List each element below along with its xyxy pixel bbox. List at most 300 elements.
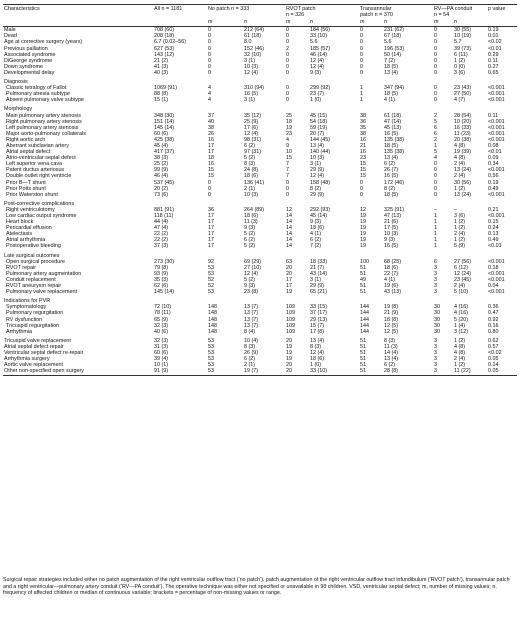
cell-nopatch-n: 10 (3): [244, 63, 259, 70]
cell-rvot-m: 0: [286, 33, 289, 40]
cell-rvot-n: 29 (9): [310, 283, 325, 290]
cell-rvot-n: 7 (2): [310, 243, 322, 250]
cell-transannular-m: 144: [360, 304, 369, 311]
cell-rvot-m: 14: [286, 231, 292, 238]
row-label: Right ventriculotomy: [6, 206, 55, 213]
cell-rvot-n: 12 (4): [310, 349, 325, 356]
row-label: Down syndrome: [4, 63, 43, 70]
cell-transannular-n: 4 (1): [384, 276, 396, 283]
cell-conduit-m: 1: [434, 142, 438, 149]
cell-conduit-m: 3: [433, 368, 453, 376]
cell-conduit-m: 0: [434, 57, 438, 64]
cell-pvalue: <0.001: [488, 97, 505, 104]
header-row-2: [3, 19, 517, 27]
cell-rvot-m: 0: [286, 85, 289, 92]
row-label: Atrial septal defect: [6, 149, 51, 156]
cell-conduit-n: 2 (4): [454, 231, 466, 238]
row-label: Male: [4, 27, 16, 34]
cell-transannular-m: 19: [360, 219, 366, 226]
subheader-m: m: [208, 19, 213, 26]
cell-rvot-m: 19: [286, 124, 292, 131]
row-label: Tricuspid valve replacement: [4, 337, 71, 344]
header-conduit-n: n = 54: [434, 12, 450, 19]
cell-rvot-n: 9 (3): [310, 69, 322, 76]
header-row-1: [3, 5, 517, 20]
cell-transannular-n: 8 (2): [384, 185, 396, 192]
cell-conduit-m: 3: [434, 343, 438, 350]
cell-conduit-n: 2 (4): [454, 283, 466, 290]
cell-nopatch-m: 26: [208, 130, 214, 137]
cell-pvalue: <0.001: [488, 91, 505, 98]
row-label: Conduit replacement: [6, 276, 56, 283]
cell-nopatch-n: 18 (6): [244, 213, 259, 219]
cell-rvot-m: 18: [286, 118, 292, 125]
cell-conduit-n: 1 (2): [454, 57, 466, 64]
cell-transannular-m: 35: [360, 124, 366, 131]
cell-rvot-n: 54 (18): [310, 118, 328, 125]
cell-transannular-n: 13 (4): [384, 356, 399, 363]
cell-transannular-n: 231 (62): [384, 27, 405, 34]
cell-rvot-n: 65 (21): [310, 289, 328, 296]
cell-conduit-m: 3: [434, 349, 438, 356]
cell-transannular-m: 15: [360, 167, 366, 174]
cell-rvot-m: 20: [286, 337, 292, 344]
header-rvot-label: RVOT patch: [286, 6, 316, 12]
cell-rvot-n: 10 (3): [310, 155, 325, 162]
cell-transannular-n: 18 (6): [384, 264, 399, 271]
cell-nopatch-m: 53: [208, 356, 214, 363]
header-conduit-label: RV—PA conduit: [434, 6, 473, 12]
cell-rvot-m: 0: [286, 51, 289, 58]
cell-transannular-m: 36: [360, 118, 366, 125]
cell-transannular-m: 0: [360, 39, 363, 46]
cell-nopatch-n: 152 (46): [244, 45, 265, 52]
cell-nopatch-m: 0: [208, 33, 211, 40]
cell-all: 6.7 (0.02–56): [154, 39, 187, 46]
cell-pvalue: 0.24: [488, 225, 499, 232]
cell-nopatch-m: 4: [208, 91, 211, 98]
cell-rvot-m: 14: [286, 213, 292, 219]
row-label: Double outlet right ventricle: [6, 173, 72, 180]
cell-transannular-m: 15: [360, 161, 366, 168]
row-label: Prior B—T shunt: [6, 179, 46, 186]
cell-pvalue: <0.001: [488, 124, 505, 131]
cell-nopatch-n: 18 (6): [244, 173, 259, 180]
table-row: [3, 335, 517, 344]
cell-nopatch-n: 98 (31): [244, 136, 262, 143]
cell-nopatch-n: 11 (3): [244, 219, 258, 226]
cell-pvalue: 0.21: [488, 206, 499, 213]
cell-rvot-m: 14: [286, 237, 292, 244]
table-container: [3, 4, 517, 376]
cell-pvalue: 0.11: [488, 57, 499, 64]
section-heading: Diagnosis: [4, 79, 28, 86]
cell-nopatch-n: 13 (7): [244, 304, 259, 311]
cell-transannular-m: 19: [360, 225, 366, 232]
cell-nopatch-m: 92: [208, 258, 214, 265]
cell-conduit-n: 3 (6): [454, 213, 466, 219]
cell-all: 20 (2): [154, 185, 169, 192]
cell-pvalue: <0.01: [488, 243, 502, 250]
cell-conduit-m: 6: [434, 258, 438, 265]
cell-rvot-n: 158 (48): [310, 179, 331, 186]
cell-all: 208 (18): [154, 33, 175, 40]
cell-conduit-n: 39 (73): [454, 45, 472, 52]
cell-conduit-m: 0: [434, 45, 438, 52]
header-transannular-n: patch n = 370: [360, 12, 393, 19]
cell-nopatch-n: 6 (2): [244, 356, 256, 363]
cell-transannular-n: 21 (9): [384, 310, 399, 317]
cell-pvalue: 0.01: [488, 33, 499, 40]
cell-rvot-n: 1 (0): [310, 362, 322, 369]
cell-rvot-m: 4: [286, 136, 289, 143]
row-label: Pulmonary artery augmentation: [6, 270, 82, 277]
cell-all: 40 (3): [154, 69, 169, 76]
cell-transannular-n: 8 (3): [384, 337, 396, 344]
cell-conduit-m: 0: [434, 27, 438, 34]
cell-conduit-m: 0: [434, 97, 438, 104]
cell-nopatch-n: 12 (4): [244, 130, 259, 137]
cell-transannular-m: 0: [360, 27, 363, 34]
row-label: Age at corrective surgery (years): [4, 39, 83, 46]
cell-rvot-n: 9 (3): [310, 219, 322, 226]
cell-rvot-m: 109: [286, 328, 295, 335]
cell-conduit-n: 19 (39): [454, 149, 472, 156]
cell-all: 45 (4): [154, 142, 169, 149]
cell-rvot-m: 25: [286, 112, 292, 119]
header-rvot-patch: [285, 5, 359, 20]
cell-nopatch-n: 9 (3): [244, 283, 256, 290]
cell-nopatch-n: 69 (29): [244, 258, 262, 265]
cell-all: 37 (3): [154, 243, 169, 250]
cell-rvot-n: 140 (44): [310, 149, 331, 156]
cell-conduit-n: 5 (20): [454, 316, 469, 323]
header-rvot-n: n = 326: [286, 12, 305, 19]
cell-pvalue: <0.001: [488, 289, 505, 296]
cell-all: 15 (1): [154, 97, 169, 104]
cell-nopatch-m: 148: [208, 328, 217, 335]
cell-rvot-n: 13 (4): [310, 337, 325, 344]
cell-pvalue: 0.18: [488, 264, 499, 271]
cell-transannular-m: 1: [360, 91, 363, 98]
cell-conduit-m: 1: [434, 243, 438, 250]
row-label: Aberrant subclavian artery: [6, 142, 69, 149]
cell-pvalue: <0.001: [488, 136, 505, 143]
section-heading: Late surgical outcomes: [4, 252, 60, 259]
cell-transannular-n: 5.6: [384, 39, 392, 46]
cell-transannular-m: 19: [360, 213, 366, 219]
cell-nopatch-n: 13 (7): [244, 316, 259, 323]
cell-nopatch-m: 0: [208, 27, 211, 34]
cell-nopatch-n: 27 (10): [244, 264, 262, 271]
cell-transannular-m: 0: [360, 51, 363, 58]
cell-nopatch-n: 25 (9): [244, 118, 259, 125]
cell-nopatch-m: 17: [208, 243, 214, 250]
cell-conduit-m: 2: [434, 112, 438, 119]
cell-rvot-m: 12: [286, 206, 292, 213]
cell-nopatch-n: 61 (18): [244, 33, 262, 40]
cell-rvot-n: 4 (1): [310, 231, 322, 238]
cell-nopatch-m: 148: [208, 310, 217, 317]
row-label: Previous palliation: [4, 45, 48, 52]
cell-pvalue: <0.001: [488, 191, 505, 198]
cell-nopatch-m: 0: [208, 39, 211, 46]
cell-transannular-n: 16 (5): [384, 130, 399, 137]
cell-rvot-m: 17: [286, 276, 292, 283]
cell-transannular-n: 6 (2): [384, 161, 396, 168]
section-heading: Indications for PVR: [4, 298, 51, 305]
cell-rvot-n: 20 (7): [310, 130, 325, 137]
cell-conduit-n: 0 (0): [454, 63, 466, 70]
cell-transannular-m: 0: [360, 185, 363, 192]
cell-transannular-m: 51: [360, 337, 366, 344]
cell-nopatch-m: 0: [208, 45, 211, 52]
cell-transannular-m: 16: [360, 136, 366, 143]
section-heading-row: [3, 198, 517, 207]
header-characteristics: Characteristics: [4, 6, 40, 12]
cell-nopatch-n: 264 (89): [244, 206, 265, 213]
cell-all: 40 (6): [154, 328, 169, 335]
cell-all: 44 (4): [154, 219, 169, 226]
cell-conduit-m: 30: [434, 304, 441, 311]
cell-nopatch-m: 52: [208, 276, 214, 283]
row-label: Left superior vena cava: [6, 161, 63, 168]
cell-rvot-m: 0: [286, 179, 289, 186]
cell-all: 39 (4): [154, 356, 169, 363]
row-label: Atrio-ventricular septal defect: [6, 155, 76, 162]
cell-transannular-n: 14 (4): [384, 349, 399, 356]
cell-nopatch-n: 23 (8): [244, 289, 259, 296]
cell-rvot-n: 21 (7): [310, 264, 325, 271]
cell-pvalue: <0.01: [488, 45, 502, 52]
cell-transannular-m: 0: [360, 63, 363, 70]
cell-conduit-m: 0: [434, 179, 438, 186]
cell-rvot-n: 3 (1): [310, 276, 322, 283]
cell-pvalue: 0.08: [488, 142, 499, 149]
cell-conduit-n: 16 (33): [454, 124, 472, 131]
cell-rvot-m: 20: [286, 270, 292, 277]
cell-pvalue: 0.27: [488, 63, 499, 70]
cell-pvalue: <0.001: [488, 130, 505, 137]
cell-transannular-m: 144: [360, 322, 369, 329]
cell-nopatch-m: 40: [208, 118, 214, 125]
cell-nopatch-m: 17: [208, 213, 214, 219]
row-label: Main pulmonary artery stenosis: [6, 112, 81, 119]
cell-pvalue: <0.001: [488, 213, 505, 219]
cell-conduit-m: 1: [434, 225, 438, 232]
cell-nopatch-m: 17: [208, 219, 214, 226]
cell-conduit-n: 27 (50): [454, 91, 472, 98]
cell-conduit-n: 5 (10): [454, 289, 469, 296]
header-conduit: [433, 5, 487, 20]
cell-nopatch-n: 8 (3): [244, 161, 256, 168]
cell-all: 425 (38): [154, 136, 175, 143]
cell-rvot-n: 45 (14): [310, 213, 328, 219]
subheader-n: n: [454, 19, 458, 26]
subheader-n: n: [310, 19, 313, 26]
cell-transannular-m: 19: [360, 231, 366, 238]
cell-conduit-n: 1 (4): [454, 322, 466, 329]
cell-nopatch-m: 17: [208, 231, 214, 238]
cell-conduit-m: 3: [434, 276, 438, 283]
cell-pvalue: 0.56: [488, 173, 499, 180]
cell-rvot-n: 185 (57): [310, 45, 331, 52]
cell-transannular-n: 22 (7): [384, 270, 399, 277]
cell-conduit-n: 23 (43): [454, 85, 472, 92]
cell-rvot-n: 1 (0): [310, 97, 322, 104]
cell-conduit-m: 0: [434, 185, 438, 192]
cell-pvalue: 0.19: [488, 27, 499, 34]
cell-nopatch-m: 0: [208, 69, 211, 76]
row-label: Prior Waterston shunt: [6, 191, 58, 198]
cell-all: 41 (3): [154, 63, 169, 70]
cell-all: 10 (1): [154, 362, 169, 369]
row-label: RVOT aneurysm repair: [6, 283, 62, 290]
cell-transannular-m: 100: [360, 258, 369, 265]
cell-all: 22 (2): [154, 237, 169, 244]
cell-pvalue: 0.13: [488, 231, 499, 238]
row-label: Patent ductus arteriosus: [6, 167, 65, 174]
cell-transannular-n: 196 (53): [384, 45, 405, 52]
cell-rvot-m: 0: [286, 39, 289, 46]
cell-rvot-m: 0: [286, 191, 289, 198]
cell-nopatch-n: 12 (4): [244, 270, 259, 277]
cell-transannular-n: 11 (3): [384, 343, 398, 350]
cell-pvalue: <0.001: [488, 167, 505, 174]
cell-transannular-m: 19: [360, 243, 366, 250]
row-label: Heart block: [6, 219, 34, 226]
cell-conduit-m: 30: [434, 328, 441, 335]
table-footnote: Surgical repair strategies included either no patch augmentation of the right ventricular outflow tract (‘no patch’), patch augmentation of the right ventricular outflow tract infundibulum (‘RVOT patch’), transannular patch and a right ventricular—pulmonary artery conduit (‘RV—PA conduit’). The operative technique was either not specified or unavailable in 98 children. VSD, ventricular septal defect; m, number of missing values; n, frequency of affected children or median of continuous variable; brackets = percentage of non-missing values or range.: [3, 577, 510, 597]
row-label: Developmental delay: [4, 69, 55, 76]
cell-rvot-m: 63: [286, 258, 292, 265]
cell-conduit-m: 5: [434, 149, 438, 156]
cell-nopatch-m: 52: [208, 283, 214, 290]
row-label: Pulmonary valve replacement: [6, 289, 78, 296]
cell-rvot-n: 18 (33): [310, 258, 328, 265]
cell-transannular-n: 18 (5): [384, 63, 399, 70]
cell-rvot-n: 43 (14): [310, 270, 328, 277]
table-body: [3, 27, 517, 376]
cell-all: 79 (8): [154, 264, 169, 271]
section-heading-row: [3, 103, 517, 112]
cell-transannular-n: 13 (4): [384, 69, 399, 76]
cell-nopatch-n: 5 (2): [244, 155, 256, 162]
cell-transannular-m: 0: [360, 33, 363, 40]
cell-rvot-n: 17 (8): [310, 328, 325, 335]
cell-conduit-m: 30: [434, 310, 441, 317]
cell-conduit-m: 4: [434, 155, 438, 162]
row-label: Right pulmonary artery stenosis: [6, 118, 82, 125]
cell-nopatch-n: 16 (5): [244, 91, 259, 98]
cell-pvalue: 0.34: [488, 161, 499, 168]
cell-conduit-n: 30 (55): [454, 27, 472, 34]
cell-pvalue: <0.001: [488, 85, 505, 92]
cell-nopatch-m: 53: [208, 343, 214, 350]
cell-rvot-m: 19: [286, 349, 292, 356]
cell-transannular-m: 51: [360, 264, 366, 271]
cell-all: 65 (9): [154, 316, 169, 323]
cell-transannular-n: 16 (5): [384, 243, 399, 250]
cell-conduit-m: 0: [434, 33, 438, 40]
cell-rvot-n: 8 (3): [310, 343, 322, 350]
cell-transannular-m: 21: [360, 142, 366, 149]
cell-rvot-m: 7: [286, 167, 289, 174]
row-label: Left pulmonary artery stenosis: [6, 124, 79, 131]
subheader-m: m: [360, 19, 365, 26]
row-label: Tricuspid regurgitation: [6, 322, 60, 329]
cell-rvot-n: 292 (93): [310, 206, 331, 213]
cell-rvot-n: 15 (7): [310, 322, 325, 329]
cell-nopatch-n: 3 (1): [244, 57, 256, 64]
cell-pvalue: 0.29: [488, 51, 499, 58]
cell-all: 273 (30): [154, 258, 175, 265]
cell-rvot-n: 33 (10): [310, 33, 328, 40]
cell-all: 60 (6): [154, 349, 169, 356]
cell-rvot-m: 15: [286, 155, 292, 162]
cell-conduit-n: 4 (16): [454, 304, 469, 311]
cell-conduit-n: 28 (54): [454, 112, 472, 119]
cell-rvot-n: 23 (7): [310, 91, 325, 98]
cell-transannular-n: 61 (18): [384, 112, 402, 119]
cell-all: 88 (8): [154, 91, 169, 98]
cell-transannular-n: 6 (2): [384, 362, 396, 369]
cell-pvalue: 0.65: [488, 69, 499, 76]
cell-all: 118 (11): [154, 213, 174, 219]
cell-rvot-m: 109: [286, 304, 295, 311]
cell-pvalue: 0.09: [488, 155, 499, 162]
cell-transannular-n: 135 (38): [384, 136, 405, 143]
cell-conduit-n: 30 (56): [454, 179, 472, 186]
cell-conduit-m: 1: [434, 213, 438, 219]
cell-pvalue: 0.05: [487, 368, 517, 376]
cell-all: 72 (10): [154, 304, 172, 311]
cell-nopatch-n: 6 (2): [244, 142, 256, 149]
cell-rvot-m: 19: [286, 356, 292, 363]
cell-rvot-n: 37 (17): [310, 310, 328, 317]
cell-conduit-n: 2 (4): [454, 173, 466, 180]
cell-nopatch-m: 53: [208, 349, 214, 356]
cell-all: 25 (2): [154, 161, 169, 168]
section-heading-row: [3, 250, 517, 259]
cell-nopatch-n: 10 (4): [244, 337, 259, 344]
cell-transannular-m: 19: [360, 237, 366, 244]
row-label: Pulmonary regurgitation: [6, 310, 64, 317]
cell-rvot-m: 14: [286, 243, 292, 250]
cell-transannular-n: 12 (5): [384, 322, 399, 329]
row-label: Pulmonary atresia subtype: [6, 91, 70, 98]
cell-transannular-m: 1: [360, 97, 363, 104]
cell-conduit-n: 4 (8): [454, 343, 466, 350]
cell-nopatch-m: 15: [208, 167, 214, 174]
cell-all: 73 (6): [154, 191, 169, 198]
cell-all: 38 (3): [154, 155, 169, 162]
cell-all: 22 (2): [154, 231, 169, 238]
cell-rvot-m: 20: [286, 264, 292, 271]
cell-transannular-n: 13 (4): [384, 155, 399, 162]
cell-conduit-n: 20 (38): [454, 136, 472, 143]
cell-transannular-n: 10 (3): [384, 231, 399, 238]
cell-conduit-m: 3: [434, 362, 438, 369]
cell-pvalue: 0.57: [488, 343, 499, 350]
cell-all: 143 (12): [154, 51, 175, 58]
cell-nopatch-m: 15: [208, 173, 214, 180]
cell-conduit-n: 1 (2): [454, 225, 466, 232]
header-transannular: [359, 5, 433, 20]
cell-conduit-n: 27 (56): [454, 258, 472, 265]
cell-pvalue: 0.49: [488, 237, 499, 244]
cell-rvot-m: 0: [286, 57, 289, 64]
